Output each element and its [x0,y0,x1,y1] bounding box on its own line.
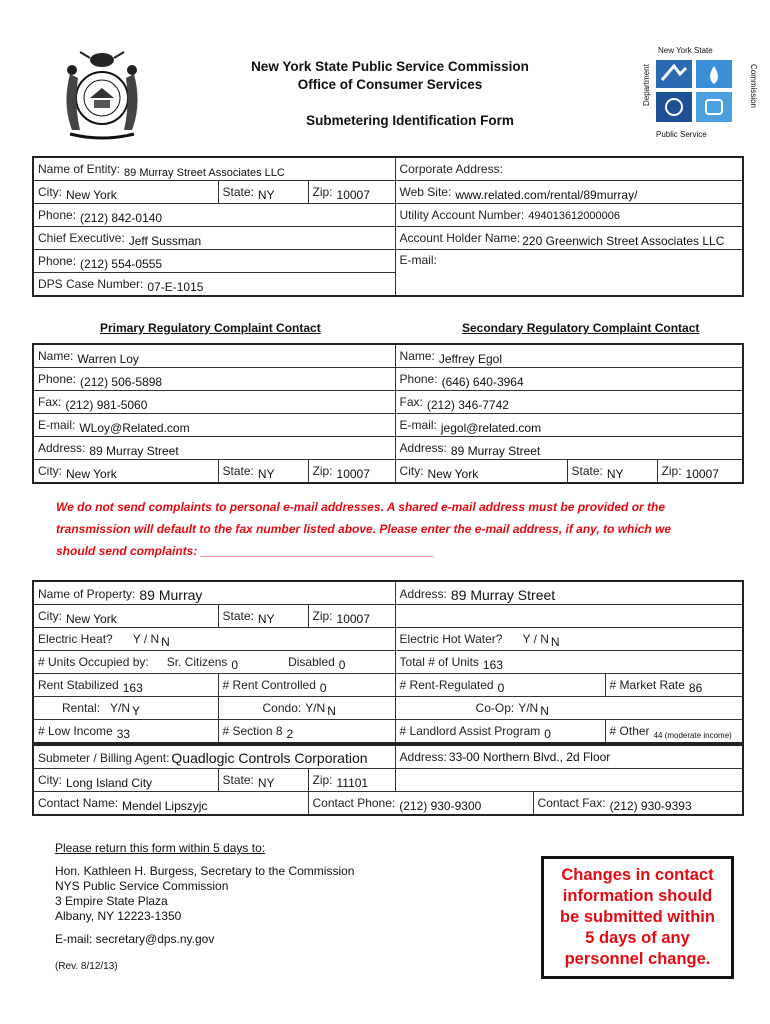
section-8-label: # Section 8 [222,724,283,738]
primary-address-label: Address: [38,441,86,455]
form-title: Submetering Identification Form [306,113,514,128]
property-address-field[interactable] [395,581,743,605]
secondary-name-field[interactable] [395,344,743,368]
property-name-label: Name of Property: [38,587,136,601]
primary-address-value: 89 Murray Street [89,444,179,458]
rent-controlled-value: 0 [319,681,327,695]
property-state-value: NY [257,612,275,626]
electric-heat-value: N [161,635,170,649]
chief-phone-value: (212) 554-0555 [80,257,163,271]
secondary-fax-label: Fax: [399,395,423,409]
logo-left-text: Department [642,64,651,106]
entity-phone-field[interactable] [33,204,395,227]
website-label: Web Site: [399,185,452,199]
primary-name-value: Warren Loy [77,352,139,366]
property-name-value: 89 Murray [139,587,203,603]
ny-state-seal [50,44,155,142]
address-line-3: 3 Empire State Plaza [55,894,168,908]
entity-zip-value: 10007 [336,188,370,202]
utility-account-value: 494013612000006 [528,210,620,222]
secondary-zip-label: Zip: [661,464,682,478]
notice-line-2: information should [562,887,713,905]
notice-line-4: 5 days of any [585,929,690,947]
seniors-value: 0 [231,658,239,672]
agent-fax-label: Contact Fax: [537,796,606,810]
secondary-name-label: Name: [399,349,435,363]
agent-contact-name-field[interactable] [33,792,308,816]
warning-line-2: transmission will default to the fax number listed above. Please enter the e-mail address, if any, to which we [56,522,672,536]
secondary-phone-value: (646) 640-3964 [441,375,524,389]
electric-heat-yn-label: Y / N [132,632,160,646]
entity-phone-label: Phone: [38,208,77,222]
units-occupied-field[interactable] [33,651,395,674]
rent-regulated-field[interactable] [395,674,605,697]
chief-executive-value: Jeff Sussman [128,234,202,248]
disabled-label: Disabled [288,655,335,669]
agent-city-field[interactable] [33,769,218,792]
address-line-4: Albany, NY 12223-1350 [55,909,182,923]
condo-field[interactable] [218,697,395,720]
secondary-state-label: State: [571,464,603,478]
agent-zip-value: 11101 [336,776,369,790]
secondary-address-field[interactable] [395,437,743,460]
units-occupied-label: # Units Occupied by: [38,655,149,669]
electric-hot-water-field[interactable] [395,628,743,651]
hot-water-label: Electric Hot Water? [399,632,503,646]
blank-cell [395,769,743,792]
rental-yn-label: Y/N [110,701,131,715]
contacts-table [32,343,744,484]
chief-phone-field[interactable] [33,250,395,273]
account-holder-value: 220 Greenwich Street Associates LLC [522,234,725,248]
logo-top-text: New York State [658,46,713,55]
hot-water-value: N [550,635,560,649]
account-holder-label: Account Holder Name: [399,231,521,245]
secretary-email[interactable]: E-mail: secretary@dps.ny.gov [55,932,215,946]
rent-stabilized-value: 163 [122,681,143,695]
secondary-contact-title: Secondary Regulatory Complaint Contact [462,321,700,335]
primary-email-field[interactable] [33,414,395,437]
landlord-assist-field[interactable] [395,720,605,744]
secondary-phone-label: Phone: [399,372,438,386]
primary-fax-value: (212) 981-5060 [65,398,148,412]
secondary-zip-field[interactable] [657,460,743,484]
agent-zip-field[interactable] [308,769,395,792]
property-address-label: Address: [399,587,447,601]
property-city-label: City: [38,609,62,623]
entity-state-field[interactable] [218,181,308,204]
primary-zip-value: 10007 [336,467,370,481]
agent-fax-value: (212) 930-9393 [609,799,692,813]
website-value: www.related.com/rental/89murray/ [455,188,638,202]
property-zip-value: 10007 [336,612,370,626]
logo-tiles-icon [654,58,738,126]
rent-regulated-label: # Rent-Regulated [399,678,494,692]
rental-field[interactable] [33,697,218,720]
property-name-field[interactable] [33,581,395,605]
primary-contact-title: Primary Regulatory Complaint Contact [100,321,321,335]
account-holder-field[interactable] [395,227,743,250]
chief-executive-field[interactable] [33,227,395,250]
billing-agent-table [32,744,744,816]
address-line-2: NYS Public Service Commission [55,879,229,893]
primary-email-label: E-mail: [38,418,76,432]
total-units-value: 163 [482,658,503,672]
entity-email-field[interactable] [395,250,743,297]
coop-value: N [540,704,549,718]
agent-phone-value: (212) 930-9300 [399,799,482,813]
agent-address-label: Address: [399,750,447,764]
section-8-field[interactable] [218,720,395,744]
agent-city-label: City: [38,773,62,787]
revision-date: (Rev. 8/12/13) [55,961,118,972]
property-state-field[interactable] [218,605,308,628]
secondary-city-value: New York [427,467,479,481]
header-line-2: Office of Consumer Services [297,77,483,92]
entity-name-label: Name of Entity: [38,162,121,176]
agent-zip-label: Zip: [312,773,333,787]
agent-state-label: State: [222,773,254,787]
coop-field[interactable] [395,697,743,720]
entity-name-value: 89 Murray Street Associates LLC [124,167,285,179]
secondary-state-field[interactable] [567,460,657,484]
seniors-label: Sr. Citizens [166,655,228,669]
secondary-address-value: 89 Murray Street [450,444,541,458]
secondary-state-value: NY [606,467,624,481]
rent-regulated-value: 0 [497,681,505,695]
notice-line-3: be submitted within [560,908,715,926]
agent-city-value: Long Island City [66,776,153,790]
chief-executive-label: Chief Executive: [38,231,125,245]
dps-case-label: DPS Case Number: [38,277,144,291]
entity-table [32,156,744,297]
property-address-value: 89 Murray Street [450,587,556,603]
dps-logo [640,44,760,144]
section-8-value: 2 [286,727,294,741]
chief-phone-label: Phone: [38,254,77,268]
corporate-address-field[interactable] [395,157,743,181]
dps-case-field[interactable] [33,273,395,297]
rent-controlled-label: # Rent Controlled [222,678,316,692]
electric-heat-label: Electric Heat? [38,632,113,646]
landlord-assist-value: 0 [544,727,551,741]
primary-state-label: State: [222,464,254,478]
secondary-city-label: City: [399,464,424,478]
header-line-1: New York State Public Service Commission [251,59,529,74]
market-rate-label: # Market Rate [609,678,685,692]
primary-name-label: Name: [38,349,74,363]
total-units-label: Total # of Units [399,655,479,669]
entity-state-value: NY [257,188,275,202]
logo-bottom-text: Public Service [656,130,707,139]
low-income-label: # Low Income [38,724,113,738]
property-state-label: State: [222,609,254,623]
notice-line-5: personnel change. [564,950,711,968]
coop-yn-label: Y/N [518,701,539,715]
address-line-1: Hon. Kathleen H. Burgess, Secretary to the Commission [55,864,355,878]
warning-line-1: We do not send complaints to personal e-mail addresses. A shared e-mail address must be provided or the [56,500,666,514]
coop-label: Co-Op: [475,701,515,715]
primary-zip-label: Zip: [312,464,333,478]
entity-phone-value: (212) 842-0140 [80,211,163,225]
agent-contact-fax-field[interactable] [533,792,743,816]
agent-contact-phone-field[interactable] [308,792,533,816]
property-city-value: New York [66,612,117,626]
agent-name-value: Quadlogic Controls Corporation [171,750,368,766]
primary-name-field[interactable] [33,344,395,368]
entity-name-field[interactable] [33,157,395,181]
property-zip-field[interactable] [308,605,395,628]
secondary-fax-field[interactable] [395,391,743,414]
primary-city-label: City: [38,464,62,478]
primary-state-value: NY [257,467,275,481]
primary-fax-field[interactable] [33,391,395,414]
personnel-change-notice [541,856,734,979]
secondary-address-label: Address: [399,441,447,455]
secondary-name-value: Jeffrey Egol [438,352,503,366]
primary-state-field[interactable] [218,460,308,484]
utility-account-field[interactable] [395,204,743,227]
secondary-email-field[interactable] [395,414,743,437]
other-units-field[interactable] [605,720,743,744]
warning-line-3[interactable]: should send complaints: ___________________________________ [56,544,435,558]
agent-phone-label: Contact Phone: [312,796,396,810]
entity-zip-field[interactable] [308,181,395,204]
agent-contact-value: Mendel Lipszyjc [122,799,208,813]
primary-city-field[interactable] [33,460,218,484]
primary-phone-field[interactable] [33,368,395,391]
entity-city-value: New York [66,188,117,202]
entity-zip-label: Zip: [312,185,333,199]
rental-value: Y [132,704,141,718]
entity-email-label: E-mail: [399,253,437,267]
primary-city-value: New York [66,467,117,481]
total-units-field[interactable] [395,651,743,674]
notice-line-1: Changes in contact [561,866,714,884]
rent-stabilized-label: Rent Stabilized [38,678,119,692]
property-table [32,580,744,744]
rent-stabilized-field[interactable] [33,674,218,697]
low-income-field[interactable] [33,720,218,744]
corporate-address-label: Corporate Address: [399,162,503,176]
secondary-phone-field[interactable] [395,368,743,391]
electric-heat-field[interactable] [33,628,395,651]
primary-fax-label: Fax: [38,395,62,409]
entity-city-label: City: [38,185,62,199]
hot-water-yn-label: Y / N [522,632,549,646]
primary-phone-label: Phone: [38,372,77,386]
agent-state-value: NY [257,776,275,790]
secondary-fax-value: (212) 346-7742 [426,398,509,412]
secondary-city-field[interactable] [395,460,567,484]
market-rate-value: 86 [688,681,703,695]
condo-yn-label: Y/N [305,701,326,715]
property-city-field[interactable] [33,605,218,628]
other-units-label: # Other [609,724,650,738]
agent-name-label: Submeter / Billing Agent: [38,751,170,765]
property-zip-label: Zip: [312,609,333,623]
market-rate-field[interactable] [605,674,743,697]
condo-label: Condo: [262,701,302,715]
entity-city-field[interactable] [33,181,218,204]
low-income-value: 33 [116,727,131,741]
rental-label: Rental: [62,701,101,715]
agent-state-field[interactable] [218,769,308,792]
secondary-email-value: jegol@related.com [440,421,542,435]
utility-account-label: Utility Account Number: [399,208,525,222]
condo-value: N [327,704,336,718]
logo-right-text: Commission [749,64,758,109]
agent-address-value: 33-00 Northern Blvd., 2d Floor [448,750,611,764]
primary-zip-field[interactable] [308,460,395,484]
disabled-value: 0 [338,658,346,672]
rent-controlled-field[interactable] [218,674,395,697]
return-note: Please return this form within 5 days to: [55,841,266,855]
blank-cell [395,605,743,628]
return-address [55,864,354,924]
primary-phone-value: (212) 506-5898 [80,375,163,389]
other-units-value: 44 (moderate income) [653,731,732,740]
secondary-zip-value: 10007 [685,467,719,481]
website-field[interactable] [395,181,743,204]
entity-state-label: State: [222,185,254,199]
email-warning [56,496,756,562]
landlord-assist-label: # Landlord Assist Program [399,724,541,738]
primary-address-field[interactable] [33,437,395,460]
agent-contact-label: Contact Name: [38,796,119,810]
secondary-email-label: E-mail: [399,418,437,432]
dps-case-value: 07-E-1015 [147,280,204,294]
agent-address-field[interactable] [395,745,743,769]
primary-email-value: WLoy@Related.com [79,421,190,435]
agent-name-field[interactable] [33,745,395,769]
